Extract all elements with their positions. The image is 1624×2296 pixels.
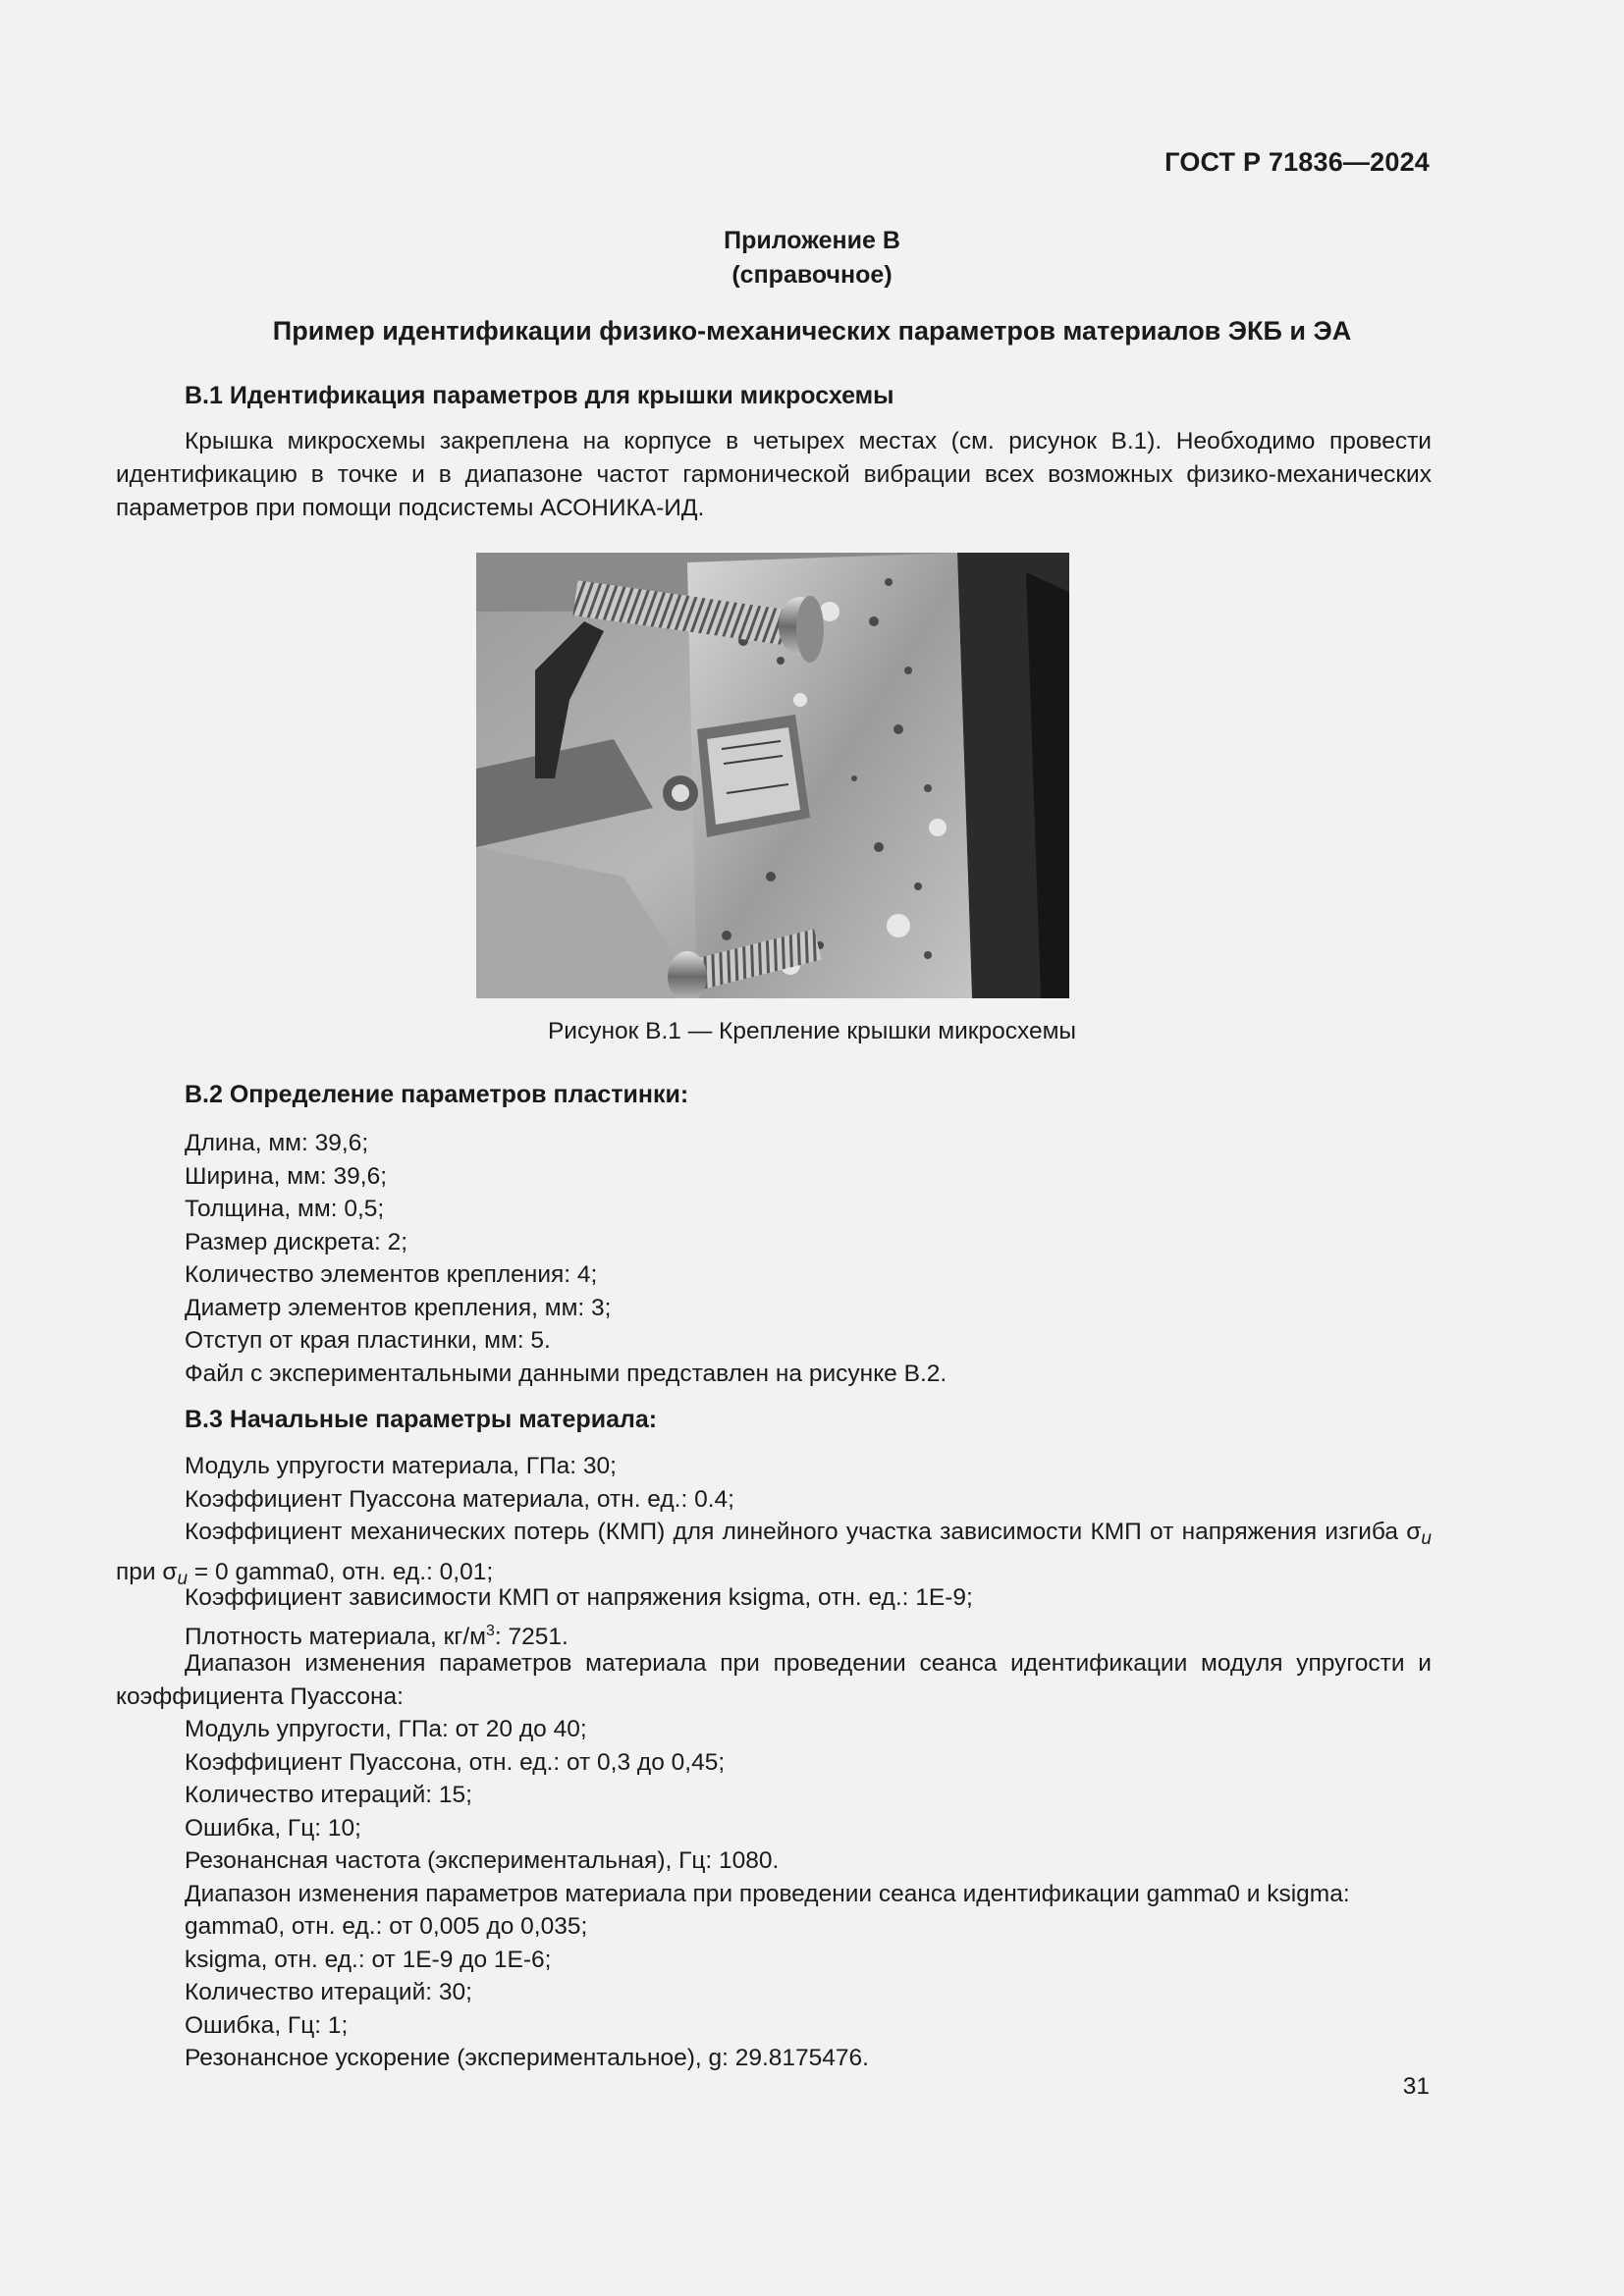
plate-length: Длина, мм: 39,6; [185,1130,369,1156]
iterations-30: Количество итераций: 30; [185,1979,472,2005]
appendix-heading [0,224,1624,293]
edge-offset: Отступ от края пластинки, мм: 5. [185,1327,551,1354]
iterations-15: Количество итераций: 15; [185,1782,472,1808]
loss-factor-paragraph: Коэффициент механических потерь (КМП) для линейного участка зависимости КМП от напряжения изгиба $\sigma_u$ при $\sigma_u = 0$ gamma0, отн. ед.: 0,01; [116,1519,1432,1589]
section-b3-ranges [185,1713,1350,2075]
range-paragraph: Диапазон изменения параметров материала при проведении сеанса идентификации модуля упругости и коэффициента Пуассона: [116,1650,1432,1710]
error-1: Ошибка, Гц: 1; [185,2011,349,2039]
ksigma-range: ksigma, отн. ед.: от 1E-9 до 1E-6; [185,1946,552,1973]
fastener-diameter: Диаметр элементов крепления, мм: 3; [185,1294,612,1321]
fixture-photo [476,553,1069,998]
figure-caption: Рисунок В.1 — Крепление крышки микросхемы [547,1018,1077,1044]
document-code: ГОСТ Р 71836—2024 [1164,147,1430,177]
elastic-modulus: Модуль упругости материала, ГПа: 30; [185,1453,617,1479]
section-b3-initial [185,1450,734,1516]
fastener-count: Количество элементов крепления: 4; [185,1261,598,1288]
experimental-file-note: Файл с экспериментальными данными представлен на рисунке В.2. [185,1360,947,1387]
poisson-range: Коэффициент Пуассона, отн. ед.: от 0,3 до 0,45; [185,1748,726,1776]
appendix-title: Пример идентификации физико-механических параметров материалов ЭКБ и ЭА [272,316,1352,346]
poisson-ratio: Коэффициент Пуассона материала, отн. ед.: 0.4; [185,1485,734,1513]
modulus-range: Модуль упругости, ГПа: от 20 до 40; [185,1716,587,1742]
section-b1-paragraph [116,425,1432,525]
appendix-kind: (справочное) [731,261,893,289]
plate-width: Ширина, мм: 39,6; [185,1162,388,1190]
material-density: Плотность материала, $кг/м^3$: 7251. [185,1622,568,1650]
resonant-acceleration: Резонансное ускорение (экспериментальное), g: 29.8175476. [185,2045,869,2071]
section-b2-list [185,1127,947,1390]
error-10: Ошибка, Гц: 10; [185,1814,361,1842]
section-b1-text: Крышка микросхемы закреплена на корпусе в четырех местах (см. рисунок В.1). Необходимо провести идентификацию в точке и в диапазоне частот гармонической вибрации всех возможных физико-механических параметров при помощи подсистемы АСОНИКА-ИД. [116,428,1432,521]
gamma0-range: gamma0, отн. ед.: от 0,005 до 0,035; [185,1913,588,1940]
section-b3-heading: В.3 Начальные параметры материала: [185,1406,658,1433]
plate-thickness: Толщина, мм: 0,5; [185,1196,385,1222]
section-b1-heading: В.1 Идентификация параметров для крышки микросхемы [185,382,894,409]
resonant-frequency: Резонансная частота (экспериментальная), Гц: 1080. [185,1847,780,1874]
mesh-size: Размер дискрета: 2; [185,1228,408,1255]
figure-photo [476,553,1069,998]
section-b2-heading: В.2 Определение параметров пластинки: [185,1081,689,1108]
appendix-label: Приложение В [724,227,900,254]
ksigma-coefficient: Коэффициент зависимости КМП от напряжения ksigma, отн. ед.: 1E-9; [185,1584,973,1611]
page-number: 31 [1402,2073,1430,2100]
section-b3-more [185,1581,973,1650]
gamma-ksigma-range-heading: Диапазон изменения параметров материала при проведении сеанса идентификации gamma0 и ksigma: [185,1880,1350,1907]
